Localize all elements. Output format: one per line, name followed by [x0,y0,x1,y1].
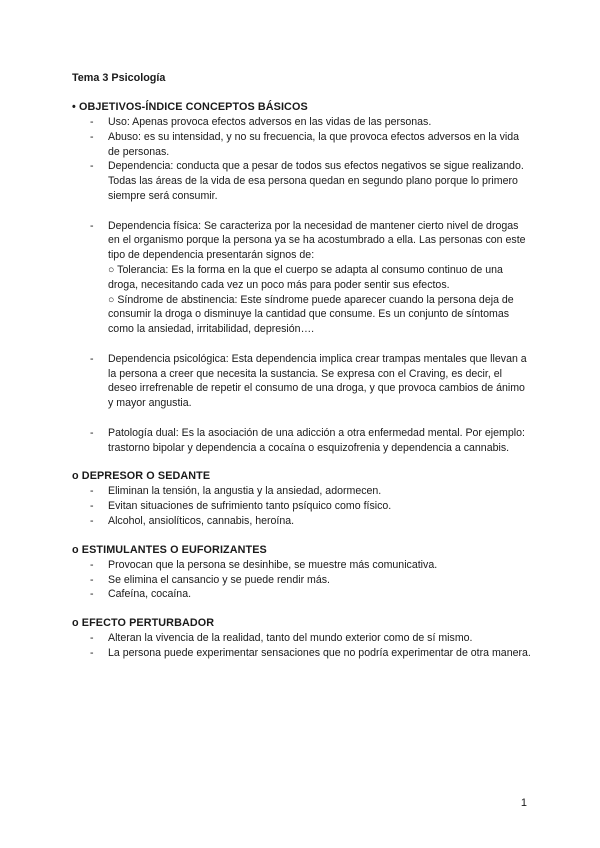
list-item [72,115,532,130]
item-text: Se elimina el cansancio y se puede rendir más. [108,573,330,586]
spacer [72,602,532,616]
page-number: 1 [520,797,527,809]
dash-bullet: - [90,160,94,173]
dash-bullet: - [90,573,94,586]
list-item [72,484,532,499]
list-item [72,352,532,411]
dash-bullet: - [90,352,94,365]
dash-bullet: - [90,500,94,513]
dash-bullet: - [90,485,94,498]
section-perturbador [72,616,532,661]
item-text: Alteran la vivencia de la realidad, tanto del mundo exterior como de sí mismo. [108,632,473,645]
item-text: Cafeína, cocaína. [108,588,192,601]
item-text: Dependencia: conducta que a pesar de todos sus efectos negativos se sigue realizando. Todas las áreas de la vida de esa persona quedan en segundo plano porque lo primero siempre será consumir. [108,160,524,202]
dash-bullet: - [90,219,94,232]
list-item [72,646,532,661]
bullet-list [72,558,532,602]
list-item [72,558,532,573]
spacer [72,337,532,352]
section-heading: o EFECTO PERTURBADOR [72,617,215,630]
item-text: Dependencia física: Se caracteriza por la necesidad de mantener cierto nivel de drogas en el organismo porque la persona ya se ha acostumbrado a ella. Las personas con este tipo de dependencia presentarán signos de: [108,219,526,262]
spacer [72,204,532,219]
bullet-list [72,631,532,661]
spacer [72,529,532,543]
dash-bullet: - [90,130,94,143]
section-heading: • OBJETIVOS-ÍNDICE CONCEPTOS BÁSICOS [72,101,308,113]
dash-bullet: - [90,426,94,439]
item-text: Eliminan la tensión, la angustia y la ansiedad, adormecen. [108,485,382,498]
list-item [72,573,532,588]
section-heading: o DEPRESOR O SEDANTE [72,470,211,483]
dash-bullet: - [90,116,94,128]
item-text: Patología dual: Es la asociación de una adicción a otra enfermedad mental. Por ejemplo: trastorno bipolar y dependencia a cocaína o esquizofrenia y dependencia a cannabis. [108,426,525,454]
bullet-list [72,484,532,528]
dash-bullet: - [90,632,94,645]
item-text: Dependencia psicológica: Esta dependencia implica crear trampas mentales que llevan a la persona a creer que necesita la sustancia. Se expresa con el Craving, es decir, el deseo irrefrenable de repetir el consumo de una droga, y que provoca cambios de ánimo y mayor angustia. [108,352,527,410]
spacer [72,411,532,426]
dash-bullet: - [90,588,94,601]
dash-bullet: - [90,514,94,527]
list-item [72,631,532,646]
document-body [72,100,532,661]
spacer [72,455,532,469]
item-text: Uso: Apenas provoca efectos adversos en las vidas de las personas. [108,116,432,128]
list-item [72,426,532,456]
list-item [72,219,532,337]
item-text: Alcohol, ansiolíticos, cannabis, heroína. [108,514,295,527]
list-item [72,499,532,514]
list-item [72,159,532,203]
section-estimulantes [72,543,532,602]
section-depresor [72,469,532,528]
section-heading: o ESTIMULANTES O EUFORIZANTES [72,543,267,556]
item-text: Provocan que la persona se desinhibe, se muestre más comunicativa. [108,558,438,571]
sub-item-abstinencia: ○ Síndrome de abstinencia: Este síndrome puede aparecer cuando la persona deja de consumir la droga o disminuye la cantidad que consume. Es un conjunto de síntomas como la ansiedad, irritabilidad, depresión…. [108,293,514,336]
bullet-list [72,115,532,455]
dash-bullet: - [90,558,94,571]
list-item [72,587,532,602]
sub-item-tolerancia: ○ Tolerancia: Es la forma en la que el cuerpo se adapta al consumo continuo de una droga, necesitando cada vez un poco más para poder sentir sus efectos. [108,263,503,291]
dash-bullet: - [90,646,94,659]
list-item [72,514,532,529]
item-text: La persona puede experimentar sensaciones que no podría experimentar de otra manera. [108,646,531,659]
item-text: Abuso: es su intensidad, y no su frecuencia, la que provoca efectos adversos en la vida de personas. [108,130,520,158]
document-title: Tema 3 Psicología [72,72,166,84]
list-item [72,130,532,160]
item-text: Evitan situaciones de sufrimiento tanto psíquico como físico. [108,500,392,513]
section-objetivos [72,100,532,455]
